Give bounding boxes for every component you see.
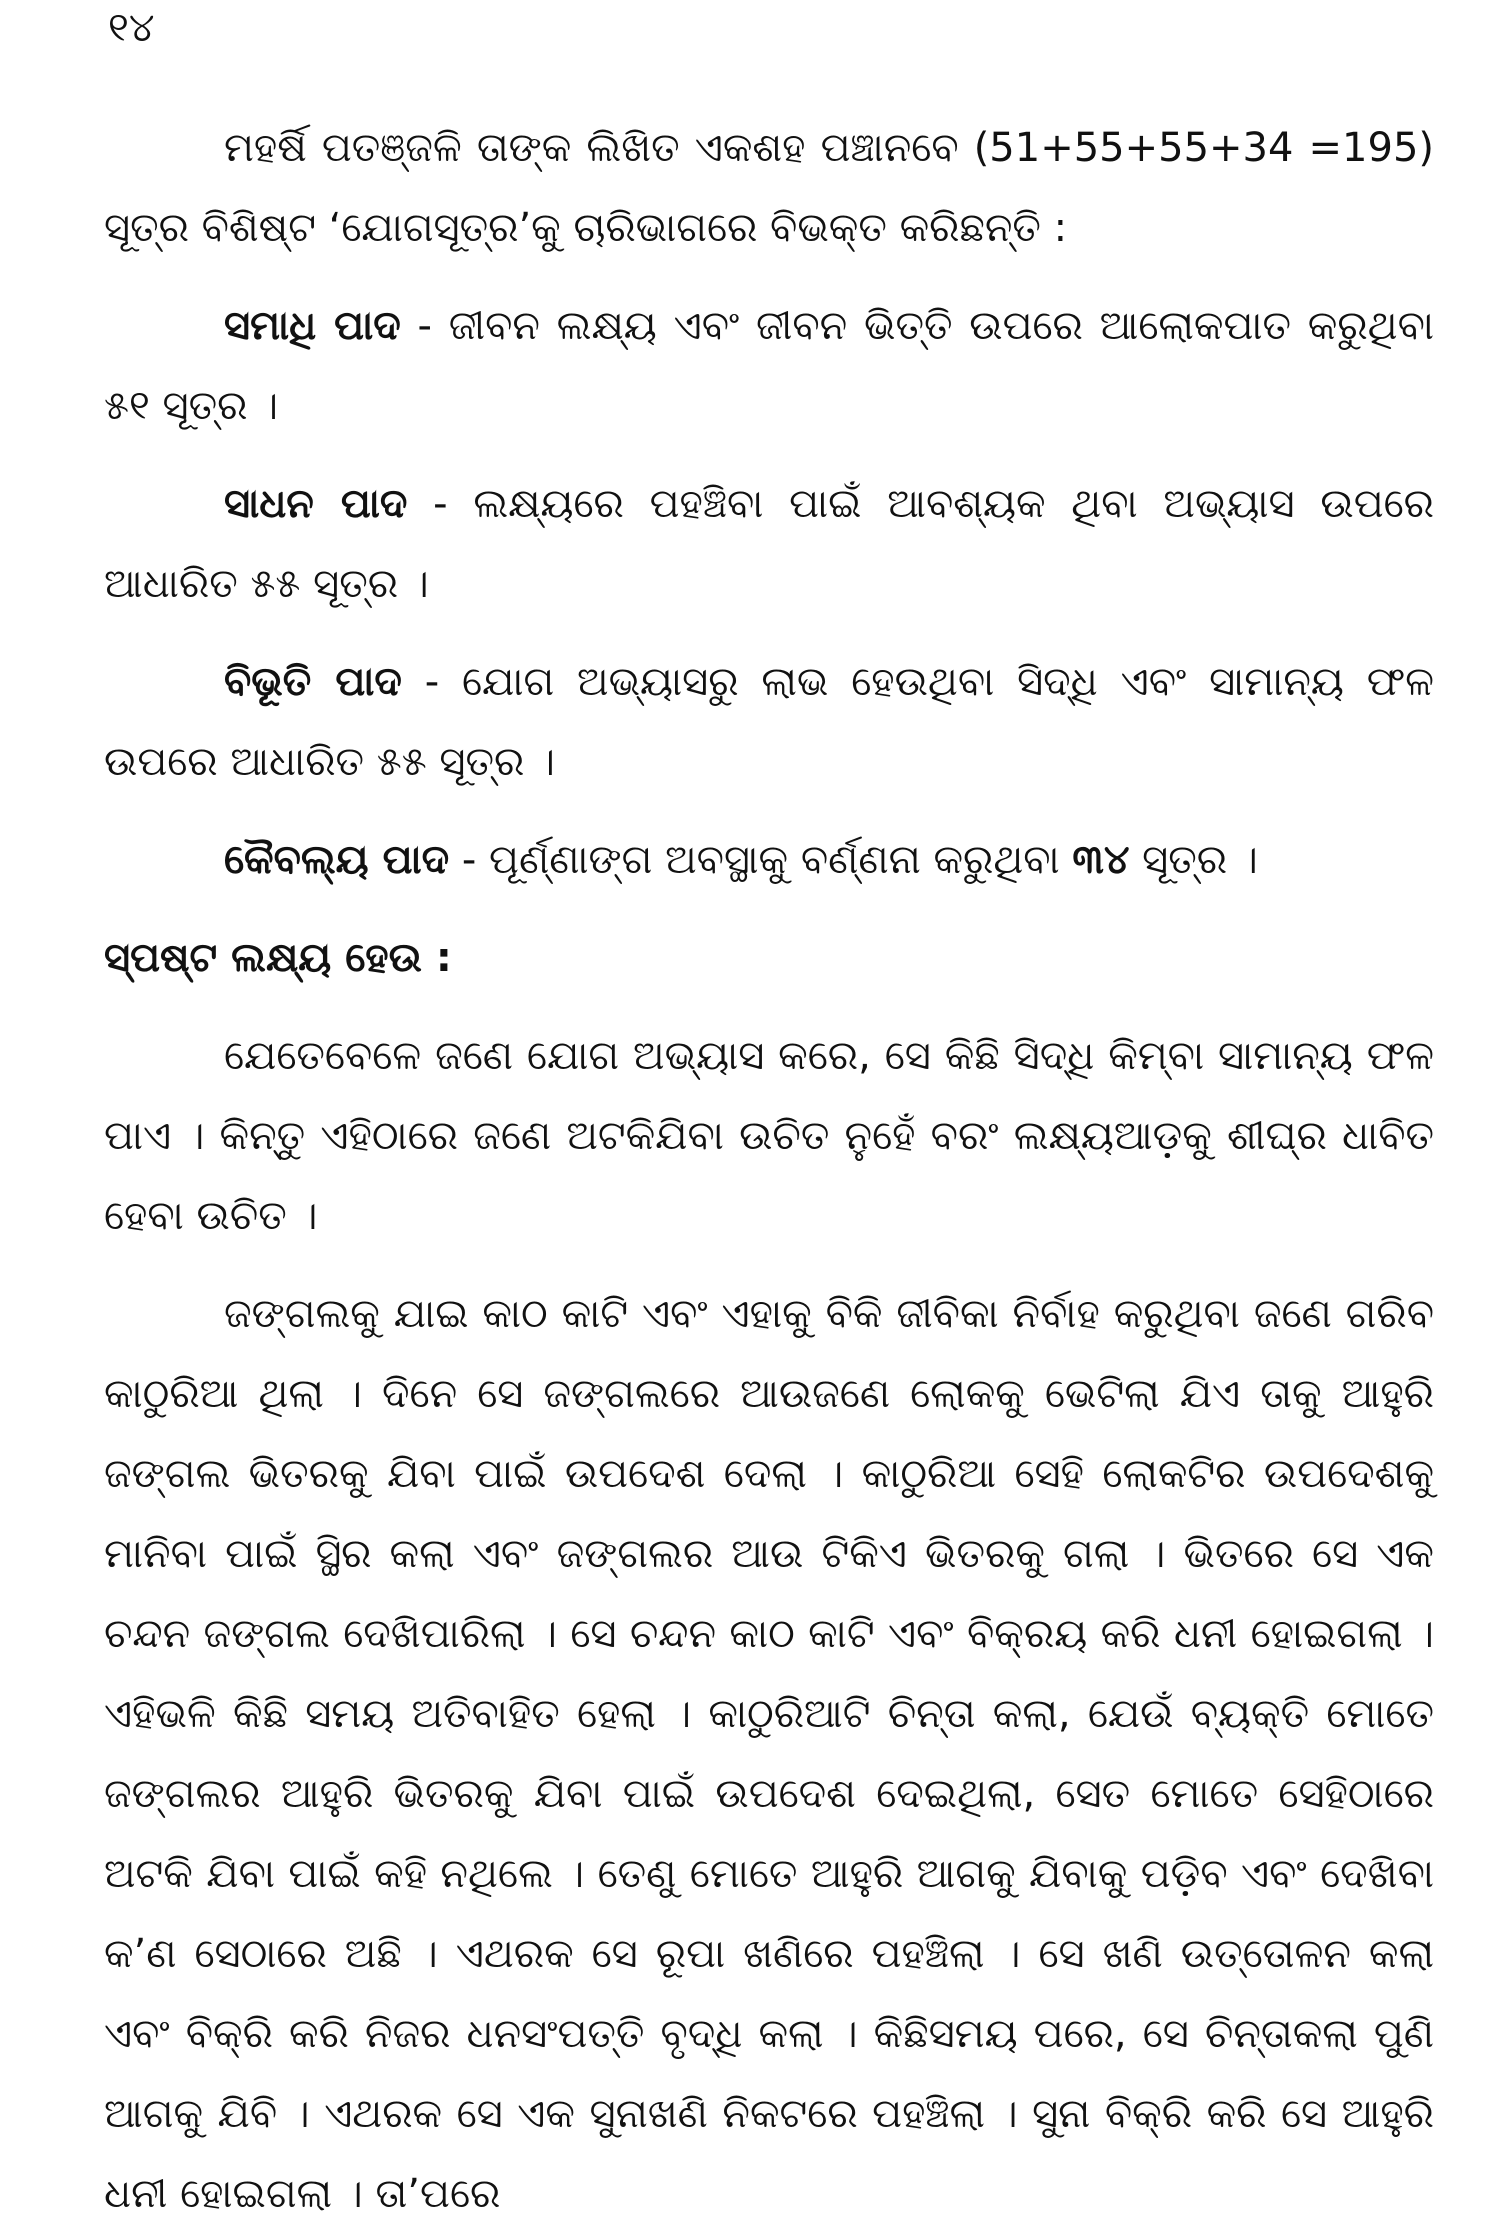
section-vibhuti-pada xyxy=(104,642,1434,802)
section-title: ବିଭୂତି ପାଦ xyxy=(224,659,402,705)
section-suffix: ସୂତ୍ର । xyxy=(1129,837,1258,883)
section-title: ସାଧନ ପାଦ xyxy=(224,481,408,527)
intro-paragraph: ମହର୍ଷି ପତଞ୍ଜଳି ତାଙ୍କ ଲିଖିତ ଏକଶହ ପଞ୍ଚାନବେ (51+55+55+34 =195) ସୂତ୍ର ବିଶିଷ୍ଟ ‘ଯୋଗସୂତ୍ର’କୁ ଚାରିଭାଗରେ ବିଭକ୍ତ କରିଛନ୍ତି : xyxy=(104,125,1434,251)
section-text: - ଲକ୍ଷ୍ୟରେ ପହଞ୍ଚିବା ପାଇଁ ଆବଶ୍ୟକ ଥିବା ଅଭ୍ୟାସ ଉପରେ ଆଧାରିତ ୫୫ ସୂତ୍ର । xyxy=(104,481,1434,607)
section-text: - ଯୋଗ ଅଭ୍ୟାସରୁ ଲାଭ ହେଉଥିବା ସିଦ୍ଧି ଏବଂ ସାମାନ୍ୟ ଫଳ ଉପରେ ଆଧାରିତ ୫୫ ସୂତ୍ର । xyxy=(104,659,1434,785)
section-sadhana-pada xyxy=(104,464,1434,624)
page-body xyxy=(104,108,1434,2234)
section-kaivalya-pada xyxy=(104,820,1434,900)
body-paragraph: ଜଙ୍ଗଲକୁ ଯାଇ କାଠ କାଟି ଏବଂ ଏହାକୁ ବିକି ଜୀବିକା ନିର୍ବାହ କରୁଥିବା ଜଣେ ଗରିବ କାଠୁରିଆ ଥିଲା । ଦିନେ ସେ ଜଙ୍ଗଲରେ ଆଉଜଣେ ଲୋକକୁ ଭେଟିଲା ଯିଏ ତାକୁ ଆହୁରି ଜଙ୍ଗଲ ଭିତରକୁ ଯିବା ପାଇଁ ଉପଦେଶ ଦେଲା । କାଠୁରିଆ ସେହି ଲୋକଟିର ଉପଦେଶକୁ ମାନିବା ପାଇଁ ସ୍ଥିର କଲା ଏବଂ ଜଙ୍ଗଲର ଆଉ ଟିକିଏ ଭିତରକୁ ଗଲା । ଭିତରେ ସେ ଏକ ଚନ୍ଦନ ଜଙ୍ଗଲ ଦେଖିପାରିଲା । ସେ ଚନ୍ଦନ କାଠ କାଟି ଏବଂ ବିକ୍ରୟ କରି ଧନୀ ହୋଇଗଲା । ଏହିଭଳି କିଛି ସମୟ ଅତିବାହିତ ହେଲା । କାଠୁରିଆଟି ଚିନ୍ତା କଲା, ଯେଉଁ ବ୍ୟକ୍ତି ମୋତେ ଜଙ୍ଗଲର ଆହୁରି ଭିତରକୁ ଯିବା ପାଇଁ ଉପଦେଶ ଦେଇଥିଲା, ସେତ ମୋତେ ସେହିଠାରେ ଅଟକି ଯିବା ପାଇଁ କହି ନଥିଲେ । ତେଣୁ ମୋତେ ଆହୁରି ଆଗକୁ ଯିବାକୁ ପଡ଼ିବ ଏବଂ ଦେଖିବା କ’ଣ ସେଠାରେ ଅଛି । ଏଥରକ ସେ ରୂପା ଖଣିରେ ପହଞ୍ଚିଲା । ସେ ଖଣି ଉତ୍ତୋଳନ କଲା ଏବଂ ବିକ୍ରି କରି ନିଜର ଧନସଂପତ୍ତି ବୃଦ୍ଧି କଲା । କିଛିସମୟ ପରେ, ସେ ଚିନ୍ତାକଲା ପୁଣି ଆଗକୁ ଯିବି । ଏଥରକ ସେ ଏକ ସୁନାଖଣି ନିକଟରେ ପହଞ୍ଚିଲା । ସୁନା ବିକ୍ରି କରି ସେ ଆହୁରି ଧନୀ ହୋଇଗଲା । ତା’ପରେ xyxy=(104,1291,1434,2217)
section-samadhi-pada xyxy=(104,286,1434,446)
section-text: - ଜୀବନ ଲକ୍ଷ୍ୟ ଏବଂ ଜୀବନ ଭିତ୍ତି ଉପରେ ଆଲୋକପାତ କରୁଥିବା ୫୧ ସୂତ୍ର । xyxy=(104,303,1435,429)
body-paragraph: ଯେତେବେଳେ ଜଣେ ଯୋଗ ଅଭ୍ୟାସ କରେ, ସେ କିଛି ସିଦ୍ଧି କିମ୍ବା ସାମାନ୍ୟ ଫଳ ପାଏ । କିନ୍ତୁ ଏହିଠାରେ ଜଣେ ଅଟକିଯିବା ଉଚିତ ନୁହେଁ ବରଂ ଲକ୍ଷ୍ୟଆଡ଼କୁ ଶୀଘ୍ର ଧାବିତ ହେବା ଉଚିତ । xyxy=(104,1033,1434,1239)
section-heading: ସ୍ପଷ୍ଟ ଲକ୍ଷ୍ୟ ହେଉ : xyxy=(104,935,452,981)
section-title: କୈବଲ୍ୟ ପାଦ xyxy=(224,837,450,883)
section-title: ସମାଧି ପାଦ xyxy=(224,303,401,349)
sutra-count: ୩୪ xyxy=(1072,837,1130,883)
page-number: ୧୪ xyxy=(108,5,155,51)
section-text: - ପୂର୍ଣ୍ଣାଙ୍ଗ ଅବସ୍ଥାକୁ ବର୍ଣ୍ଣନା କରୁଥିବା xyxy=(449,837,1073,883)
